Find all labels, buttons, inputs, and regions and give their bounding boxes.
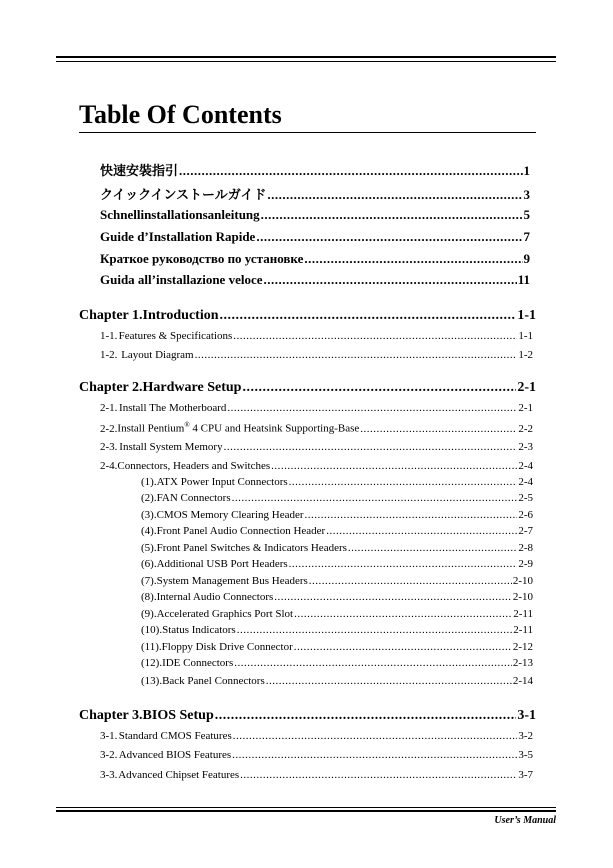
toc-entry-label: Schnellinstallationsanleitung [100, 207, 260, 222]
toc-subsection-label: Back Panel Connectors [162, 675, 265, 687]
toc-entry-quick-guide-italian[interactable] [100, 272, 530, 288]
toc-section-3-1[interactable] [100, 730, 533, 742]
toc-subsection-label: Front Panel Audio Connection Header [156, 525, 326, 537]
dot-leader [220, 308, 517, 324]
dot-leader [224, 441, 518, 453]
toc-chapter-page: 3-1 [517, 708, 536, 723]
toc-section-page: 3-5 [518, 749, 533, 761]
dot-leader [305, 509, 518, 521]
dot-leader [261, 207, 523, 223]
toc-subsection-number: (2). [141, 492, 157, 504]
toc-entry-quick-guide-chinese[interactable] [100, 160, 530, 179]
toc-chapter-3[interactable] [79, 708, 536, 724]
toc-subsection-label: Status Indicators [162, 624, 236, 636]
dot-leader [294, 608, 512, 620]
toc-subsection[interactable] [141, 641, 533, 653]
toc-section-number: 3-3. [100, 769, 118, 781]
dot-leader [195, 349, 518, 361]
toc-subsection-number: (12). [141, 657, 163, 669]
toc-section-page: 2-2 [518, 422, 533, 435]
toc-subsection[interactable] [141, 624, 533, 636]
toc-section-page: 1-2 [518, 349, 533, 361]
toc-entry-label: クイックインストールガイド [100, 187, 267, 202]
dot-leader [179, 163, 522, 179]
toc-section-label: Install The Motherboard [119, 402, 227, 414]
page-title: Table Of Contents [79, 100, 282, 129]
toc-entry-quick-guide-german[interactable] [100, 207, 530, 223]
toc-subsection-page: 2-14 [512, 675, 533, 687]
toc-subsection-number: (13). [141, 675, 163, 687]
toc-subsection-number: (10). [141, 624, 163, 636]
toc-section-page: 1-1 [518, 330, 533, 342]
toc-chapter-page: 1-1 [517, 308, 536, 323]
toc-section-page: 2-4 [518, 460, 533, 472]
toc-entry-quick-guide-russian[interactable] [100, 251, 530, 267]
toc-section-page: 3-7 [518, 769, 533, 781]
toc-subsection[interactable] [141, 525, 533, 537]
dot-leader [234, 657, 512, 669]
toc-section-2-3[interactable] [100, 441, 533, 453]
dot-leader [289, 476, 518, 488]
toc-subsection-number: (3). [141, 509, 157, 521]
dot-leader [271, 460, 517, 472]
toc-section-1-1[interactable] [100, 330, 533, 342]
toc-chapter-number: Chapter 1. [79, 308, 143, 323]
toc-section-label: Install System Memory [119, 441, 223, 453]
toc-subsection-page: 2-11 [513, 624, 533, 636]
toc-section-page: 3-2 [518, 730, 533, 742]
toc-subsection-page: 2-5 [518, 492, 533, 504]
toc-subsection-page: 2-6 [518, 509, 533, 521]
toc-section-2-1[interactable] [100, 402, 533, 414]
toc-subsection-page: 2-11 [513, 608, 533, 620]
toc-subsection-label: Additional USB Port Headers [156, 558, 288, 570]
toc-chapter-2[interactable] [79, 380, 536, 396]
toc-subsection[interactable] [141, 591, 533, 603]
toc-section-label: Connectors, Headers and Switches [117, 460, 271, 472]
toc-subsection-label: Front Panel Switches & Indicators Headers [156, 542, 347, 554]
toc-section-3-2[interactable] [100, 749, 533, 761]
dot-leader [233, 330, 517, 342]
toc-subsection-label: CMOS Memory Clearing Header [156, 509, 304, 521]
toc-entry-label: Краткое руководство по установке [100, 251, 304, 266]
toc-section-number: 2-3. [100, 441, 118, 453]
footer-rule-thick [56, 810, 556, 812]
dot-leader [274, 591, 512, 603]
toc-section-number: 2-4. [100, 460, 118, 472]
toc-subsection-number: (5). [141, 542, 157, 554]
toc-section-number: 1-1. [100, 330, 118, 342]
toc-entry-page: 9 [523, 251, 530, 266]
toc-subsection[interactable] [141, 608, 533, 620]
toc-chapter-label: Introduction [142, 308, 219, 323]
toc-chapter-label: Hardware Setup [142, 380, 242, 395]
toc-subsection-number: (8). [141, 591, 157, 603]
toc-section-label: Advanced BIOS Features [118, 749, 232, 761]
toc-subsection[interactable] [141, 509, 533, 521]
toc-subsection-page: 2-12 [512, 641, 533, 653]
dot-leader [348, 542, 517, 554]
toc-section-label: Standard CMOS Features [118, 730, 232, 742]
toc-subsection-label: IDE Connectors [162, 657, 234, 669]
dot-leader [233, 730, 518, 742]
toc-subsection-number: (9). [141, 608, 157, 620]
toc-entry-page: 3 [523, 187, 530, 202]
toc-subsection-number: (11). [141, 641, 162, 653]
toc-entry-label: 快速安裝指引 [100, 163, 179, 178]
toc-subsection-page: 2-8 [518, 542, 533, 554]
toc-subsection-page: 2-10 [512, 591, 533, 603]
toc-subsection-label: ATX Power Input Connectors [156, 476, 288, 488]
toc-section-3-3[interactable] [100, 769, 533, 781]
dot-leader [242, 380, 516, 396]
toc-entry-quick-guide-japanese[interactable] [100, 184, 530, 203]
footer-rule-thin [56, 807, 556, 808]
toc-section-number: 3-2. [100, 749, 118, 761]
title-underline [79, 132, 536, 133]
dot-leader [267, 187, 522, 203]
toc-section-number: 2-2. [100, 422, 118, 435]
dot-leader [304, 251, 522, 267]
toc-subsection[interactable] [141, 675, 533, 687]
toc-section-label: Features & Specifications [118, 330, 233, 342]
toc-section-number: 1-2. [100, 349, 118, 361]
toc-chapter-1[interactable] [79, 308, 536, 324]
dot-leader [240, 769, 517, 781]
toc-section-label-end: 4 CPU and Heatsink Supporting-Base [189, 422, 360, 435]
toc-subsection[interactable] [141, 657, 533, 669]
toc-section-2-2[interactable] [100, 421, 533, 435]
toc-section-label-start: Install Pentium [117, 422, 185, 435]
toc-subsection[interactable] [141, 492, 533, 504]
toc-section-page: 2-1 [518, 402, 533, 414]
dot-leader [326, 525, 517, 537]
toc-section-label: Advanced Chipset Features [118, 769, 240, 781]
toc-subsection-label: Internal Audio Connectors [156, 591, 274, 603]
toc-chapter-number: Chapter 2. [79, 380, 143, 395]
toc-entry-page: 1 [523, 163, 530, 178]
header-rule-thick [56, 56, 556, 58]
toc-subsection-number: (7). [141, 575, 157, 587]
toc-entry-page: 11 [517, 272, 530, 287]
toc-subsection-number: (6). [141, 558, 157, 570]
dot-leader [309, 575, 512, 587]
dot-leader [360, 423, 517, 435]
dot-leader [294, 641, 512, 653]
dot-leader [266, 675, 512, 687]
toc-entry-label: Guide d’Installation Rapide [100, 229, 256, 244]
dot-leader [232, 749, 517, 761]
toc-subsection[interactable] [141, 476, 533, 488]
toc-subsection[interactable] [141, 558, 533, 570]
toc-section-page: 2-3 [518, 441, 533, 453]
toc-subsection-label: Accelerated Graphics Port Slot [156, 608, 294, 620]
toc-subsection-page: 2-10 [512, 575, 533, 587]
toc-chapter-number: Chapter 3. [79, 708, 143, 723]
toc-subsection-page: 2-4 [518, 476, 533, 488]
dot-leader [256, 229, 522, 245]
toc-section-2-4[interactable] [100, 460, 533, 472]
toc-subsection[interactable] [141, 575, 533, 587]
toc-section-label [117, 421, 359, 435]
header-rule-thin [56, 61, 556, 62]
dot-leader [227, 402, 517, 414]
footer-text: User’s Manual [494, 815, 556, 826]
toc-section-number: 2-1. [100, 402, 118, 414]
toc-entry-label: Guida all’installazione veloce [100, 272, 263, 287]
dot-leader [237, 624, 513, 636]
toc-entry-quick-guide-french[interactable] [100, 229, 530, 245]
dot-leader [215, 708, 517, 724]
toc-subsection-number: (1). [141, 476, 157, 488]
toc-section-1-2[interactable] [100, 349, 533, 361]
registered-mark: ® [184, 421, 190, 429]
toc-subsection-label: Floppy Disk Drive Connector [161, 641, 293, 653]
toc-subsection[interactable] [141, 542, 533, 554]
toc-subsection-page: 2-13 [512, 657, 533, 669]
toc-section-number: 3-1. [100, 730, 118, 742]
toc-entry-page: 5 [523, 207, 530, 222]
toc-chapter-label: BIOS Setup [142, 708, 214, 723]
dot-leader [264, 272, 517, 288]
toc-subsection-label: System Management Bus Headers [156, 575, 308, 587]
toc-subsection-page: 2-9 [518, 558, 533, 570]
toc-section-label: Layout Diagram [121, 349, 194, 361]
toc-entry-page: 7 [523, 229, 530, 244]
dot-leader [232, 492, 518, 504]
toc-chapter-page: 2-1 [517, 380, 536, 395]
toc-subsection-page: 2-7 [518, 525, 533, 537]
dot-leader [289, 558, 518, 570]
toc-subsection-number: (4). [141, 525, 157, 537]
toc-subsection-label: FAN Connectors [156, 492, 231, 504]
